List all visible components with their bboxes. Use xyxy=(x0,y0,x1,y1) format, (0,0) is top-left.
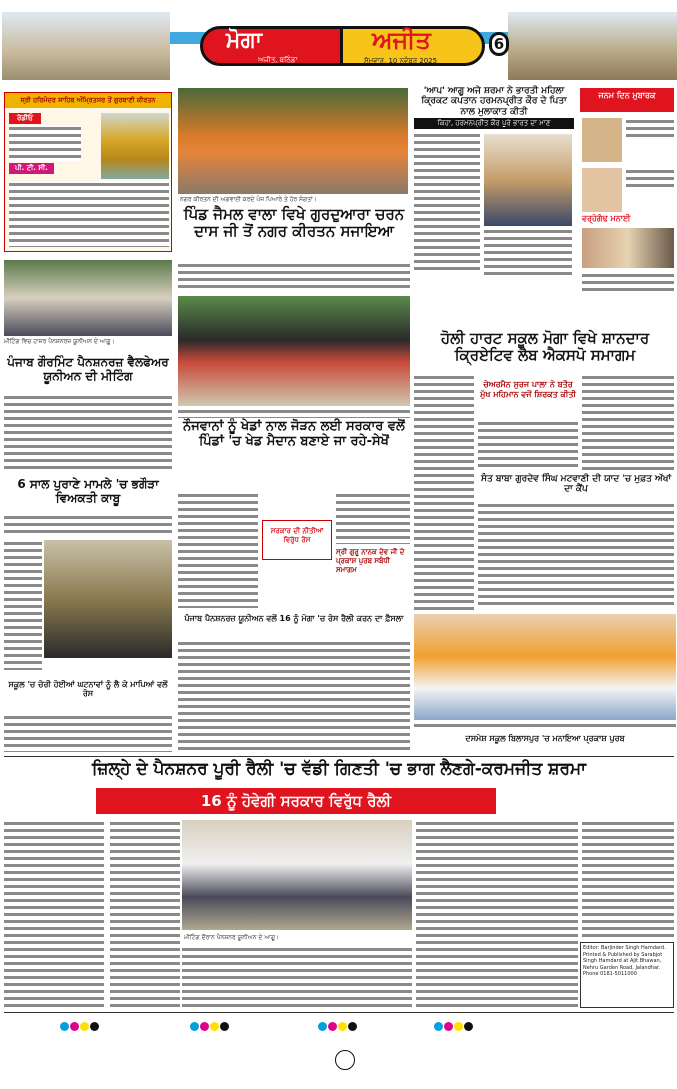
arrest-headline: 6 ਸਾਲ ਪੁਰਾਣੇ ਮਾਮਲੇ 'ਚ ਭਗੌੜਾ ਵਿਅਕਤੀ ਕਾਬੂ xyxy=(17,477,159,505)
radio-label: ਰੇਡੀਓ xyxy=(9,113,41,124)
nagar-kirtan-caption: ਨਗਰ ਕੀਰਤਨ ਦੀ ਅਗਵਾਈ ਕਰਦੇ ਪੰਜ ਪਿਆਰੇ ਤੇ ਹੋਰ ਸੰਗਤਾਂ। xyxy=(180,196,317,203)
masthead-left-photo xyxy=(2,12,170,80)
golden-temple-photo xyxy=(101,113,169,179)
crop-mark xyxy=(335,1050,355,1070)
aap-subhead: ਕਿਹਾ, ਹਰਮਨਪ੍ਰੀਤ ਕੌਰ ਪੂਰੇ ਭਾਰਤ ਦਾ ਮਾਣ xyxy=(414,118,574,129)
lead-body-1 xyxy=(4,820,104,1008)
masthead xyxy=(0,0,677,80)
birthday-text-2 xyxy=(626,168,674,188)
sports-headline: ਨੌਜਵਾਨਾਂ ਨੂੰ ਖੇਡਾਂ ਨਾਲ ਜੋੜਨ ਲਈ ਸਰਕਾਰ ਵਲੋਂ ਪਿੰਡਾਂ 'ਚ ਖੇਡ ਮੈਦਾਨ ਬਣਾਏ ਜਾ ਰਹੇ-ਸੇਖੋਂ xyxy=(183,419,405,449)
lead-body-3 xyxy=(182,946,412,1008)
anniversary-text xyxy=(582,272,674,294)
footer-rule xyxy=(4,1012,674,1013)
pensioners-photo xyxy=(4,260,172,336)
school-theft-body xyxy=(4,714,172,752)
arrest-body-2 xyxy=(4,540,42,670)
birthday-banner: ਜਨਮ ਦਿਨ ਮੁਬਾਰਕ xyxy=(580,88,674,112)
aap-headline: 'ਆਪ' ਆਗੂ ਅਜੇ ਸ਼ਰਮਾ ਨੇ ਭਾਰਤੀ ਮਹਿਲਾ ਕ੍ਰਿਕਟ ਕਪਤਾਨ ਹਰਮਨਪ੍ਰੀਤ ਕੌਰ ਦੇ ਪਿਤਾ ਨਾਲ ਮੁਲਾਕਾਤ ਕੀਤੀ xyxy=(421,86,567,117)
masthead-paper: ਅਜੀਤ xyxy=(372,26,431,54)
school-body-1 xyxy=(414,374,474,612)
pensioners-headline: ਪੰਜਾਬ ਗੌਰਮਿੰਟ ਪੈਨਸ਼ਨਰਜ਼ ਵੈਲਫੇਅਰ ਯੂਨੀਅਨ ਦੀ ਮੀਟਿੰਗ xyxy=(7,355,169,383)
pension-rally-body xyxy=(178,640,410,750)
sports-caption xyxy=(178,408,410,418)
anniversary-photo xyxy=(582,228,674,268)
school-theft-headline: ਸਕੂਲ 'ਚ ਚੋਰੀ ਹੋਈਆਂ ਘਟਨਾਵਾਂ ਨੂੰ ਲੈ ਕੇ ਮਾਪਿਆਂ ਵਲੋਂ ਰੋਸ xyxy=(8,680,168,699)
registration-color-bar-2 xyxy=(190,1016,230,1035)
masthead-right-photo xyxy=(508,12,677,80)
imprint-box xyxy=(580,942,674,1008)
sports-photo xyxy=(178,296,410,406)
lead-photo xyxy=(182,820,412,930)
masthead-date: ਸੋਮਵਾਰ, 10 ਨਵੰਬਰ 2025 xyxy=(364,57,438,65)
gurpurab-caption: ਦਸਮੇਸ਼ ਸਕੂਲ ਬਿਲਾਸਪੁਰ 'ਚ ਮਨਾਇਆ ਪ੍ਰਕਾਸ਼ ਪੁਰਬ xyxy=(465,734,625,743)
eye-camp-body xyxy=(478,502,674,608)
pensioners-caption: ਮੀਟਿੰਗ ਵਿਚ ਹਾਜ਼ਰ ਪੈਨਸ਼ਨਰਜ਼ ਯੂਨੀਅਨ ਦੇ ਆਗੂ। xyxy=(4,338,115,345)
lead-headline: ਜ਼ਿਲ੍ਹੇ ਦੇ ਪੈਨਸ਼ਨਰ ਪੂਰੀ ਰੈਲੀ 'ਚ ਵੱਡੀ ਗਿਣਤੀ 'ਚ ਭਾਗ ਲੈਣਗੇ-ਕਰਮਜੀਤ ਸ਼ਰਮਾ xyxy=(91,759,587,779)
registration-color-bar-3 xyxy=(318,1016,358,1035)
kirtan-box xyxy=(4,92,172,252)
school-headline: ਹੋਲੀ ਹਾਰਟ ਸਕੂਲ ਮੋਗਾ ਵਿਖੇ ਸ਼ਾਨਦਾਰ ਕ੍ਰਿਏਟਿਵ ਲੈਬ ਐਕਸਪੋ ਸਮਾਗਮ xyxy=(440,329,650,365)
pension-boxed-quote: ਸਰਕਾਰ ਦੀ ਨੀਤੀਆਂ ਵਿਰੁੱਧ ਰੋਸ xyxy=(262,520,332,560)
imprint-text: Editor: Barjinder Singh Hamdard. Printed & Published by Sarabjot Singh Hamdard at Ajit Bhawan, Nehru Garden Road, Jalandhar. Phone 0181-5011000 xyxy=(583,945,666,977)
kirtan-title: ਸ੍ਰੀ ਹਰਿਮੰਦਰ ਸਾਹਿਬ ਅੰਮ੍ਰਿਤਸਰ ਤੋਂ ਗੁਰਬਾਣੀ ਕੀਰਤਨ xyxy=(5,93,171,108)
page-number: 6 xyxy=(489,32,509,56)
school-subhead: ਚੇਅਰਮੈਨ ਸੁਰਜ ਪਾਲਾ ਨੇ ਬਤੌਰ ਮੁੱਖ ਮਹਿਮਾਨ ਵਜੋਂ ਸ਼ਿਰਕਤ ਕੀਤੀ xyxy=(480,380,576,399)
nagar-kirtan-body xyxy=(178,262,410,292)
kirtan-schedule-text xyxy=(9,181,169,247)
lead-caption: ਮੀਟਿੰਗ ਦੌਰਾਨ ਪੈਨਸ਼ਨਰ ਯੂਨੀਅਨ ਦੇ ਆਗੂ। xyxy=(184,934,280,941)
gurpurab-photo-credit xyxy=(414,722,676,730)
registration-color-bar-4 xyxy=(434,1016,474,1035)
pension-rally-headline: ਪੰਜਾਬ ਪੈਨਸ਼ਨਰਜ਼ ਯੂਨੀਅਨ ਵਲੋਂ 16 ਨੂੰ ਮੋਗਾ 'ਚ ਰੋਸ ਰੈਲੀ ਕਰਨ ਦਾ ਫ਼ੈਸਲਾ xyxy=(184,614,404,623)
birthday-text-1 xyxy=(626,118,674,138)
lead-rule xyxy=(4,756,674,757)
ptc-label: ਪੀ. ਟੀ. ਸੀ. xyxy=(9,163,54,174)
lead-body-5 xyxy=(582,820,674,938)
kirtan-radio-text xyxy=(9,125,81,161)
birthday-photo-1 xyxy=(582,118,622,162)
pensioners-body xyxy=(4,394,172,472)
anniversary-label: ਵਰ੍ਹੇਗੰਢ ਮਨਾਈ xyxy=(582,214,631,223)
gurpurab-photo xyxy=(414,614,676,720)
lead-body-2 xyxy=(110,820,180,1008)
nagar-kirtan-photo xyxy=(178,88,408,194)
arrest-body-1 xyxy=(4,514,172,536)
aap-body xyxy=(414,132,480,270)
school-body-2 xyxy=(478,420,578,470)
school-body-3 xyxy=(582,374,674,472)
gurpurab-headline: ਸ੍ਰੀ ਗੁਰੂ ਨਾਨਕ ਦੇਵ ਜੀ ਦੇ ਪ੍ਰਕਾਸ਼ ਪੁਰਬ ਸਬੰਧੀ ਸਮਾਗਮ xyxy=(336,548,405,574)
aap-photo xyxy=(484,134,572,226)
sports-body-2 xyxy=(336,492,410,544)
masthead-city: ਮੋਗਾ xyxy=(226,28,263,53)
eye-camp-headline: ਸੰਤ ਬਾਬਾ ਗੁਰਦੇਵ ਸਿੰਘ ਮਟਵਾਣੀ ਦੀ ਯਾਦ 'ਚ ਮੁਫ਼ਤ ਅੱਖਾਂ ਦਾ ਕੈਂਪ xyxy=(480,474,672,495)
lead-body-4 xyxy=(416,820,578,1008)
sports-body-1 xyxy=(178,492,258,608)
nagar-kirtan-headline: ਪਿੰਡ ਜੈਮਲ ਵਾਲਾ ਵਿਖੇ ਗੁਰਦੁਆਰਾ ਚਰਨ ਦਾਸ ਜੀ ਤੋਂ ਨਗਰ ਕੀਰਤਨ ਸਜਾਇਆ xyxy=(183,205,405,241)
lead-banner: 16 ਨੂੰ ਹੋਵੇਗੀ ਸਰਕਾਰ ਵਿਰੁੱਧ ਰੈਲੀ xyxy=(96,788,496,814)
masthead-edition: ਅਜੀਤ, ਬਠਿੰਡਾ xyxy=(258,56,298,64)
arrest-photo xyxy=(44,540,172,658)
registration-color-bar xyxy=(60,1016,100,1035)
birthday-photo-2 xyxy=(582,168,622,212)
aap-body-2 xyxy=(484,228,572,276)
